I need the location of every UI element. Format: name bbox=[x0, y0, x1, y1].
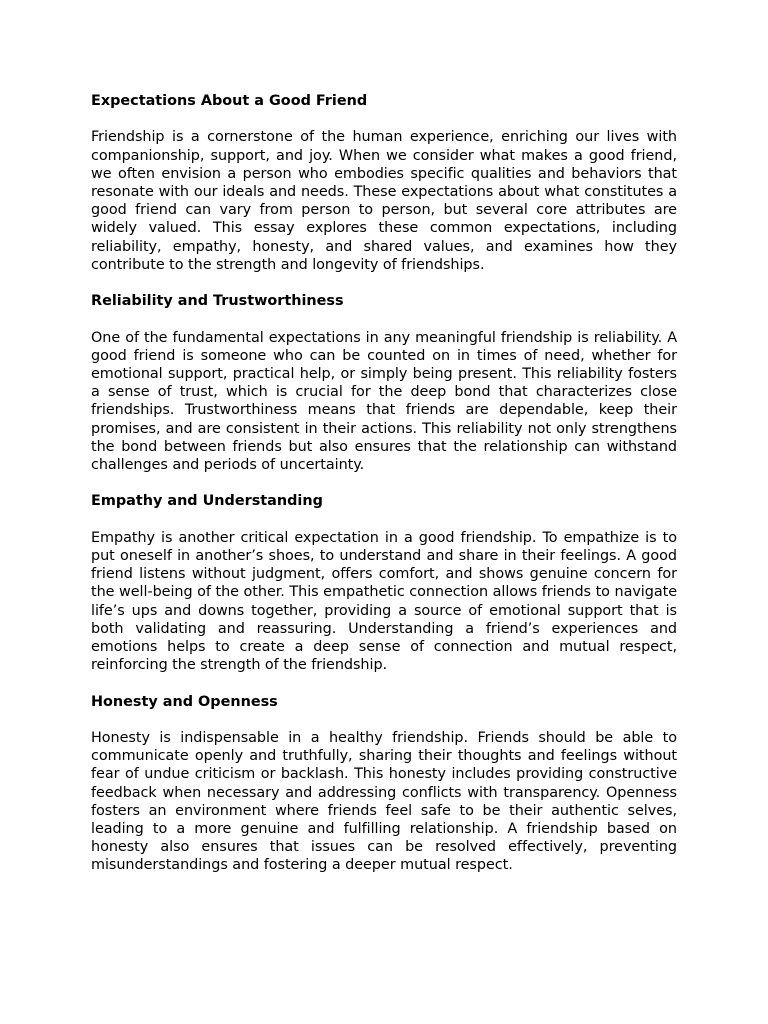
document-page bbox=[91, 92, 677, 893]
section-heading-empathy: Empathy and Understanding bbox=[91, 493, 323, 510]
section-body-honesty: Honesty is indispensable in a healthy friendship. Friends should be able to communicate openly and truthfully, sharing their thoughts and feelings without fear of undue criticism or backlash. This honesty includes providing constructive feedback when necessary and addressing conflicts with transparency. Openness fosters an environment where friends feel safe to be their authentic selves, leading to a more genuine and fulfilling relationship. A friendship based on honesty also ensures that issues can be resolved effectively, preventing misunderstandings and fostering a deeper mutual respect. bbox=[91, 730, 677, 874]
section-body-empathy: Empathy is another critical expectation in a good friendship. To empathize is to put oneself in another’s shoes, to understand and share in their feelings. A good friend listens without judgment, offers comfort, and shows genuine concern for the well-being of the other. This empathetic connection allows friends to navigate life’s ups and downs together, providing a source of emotional support that is both validating and reassuring. Understanding a friend’s experiences and emotions helps to create a deep sense of connection and mutual respect, reinforcing the strength of the friendship. bbox=[91, 529, 677, 674]
section-heading-reliability: Reliability and Trustworthiness bbox=[91, 293, 344, 310]
document-title: Expectations About a Good Friend bbox=[91, 93, 368, 109]
section-body-reliability: One of the fundamental expectations in any meaningful friendship is reliability. A good friend is someone who can be counted on in times of need, whether for emotional support, practical help, or simply being present. This reliability fosters a sense of trust, which is crucial for the deep bond that characterizes close friendships. Trustworthiness means that friends are dependable, keep their promises, and are consistent in their actions. This reliability not only strengthens the bond between friends but also ensures that the relationship can withstand challenges and periods of uncertainty. bbox=[91, 329, 677, 474]
section-heading-honesty: Honesty and Openness bbox=[91, 693, 278, 710]
intro-paragraph: Friendship is a cornerstone of the human experience, enriching our lives with companionship, support, and joy. When we consider what makes a good friend, we often envision a person who embodies specific qualities and behaviors that resonate with our ideals and needs. These expectations about what constitutes a good friend can vary from person to person, but several core attributes are widely valued. This essay explores these common expectations, including reliability, empathy, honesty, and shared values, and examines how they contribute to the strength and longevity of friendships. bbox=[91, 129, 677, 273]
